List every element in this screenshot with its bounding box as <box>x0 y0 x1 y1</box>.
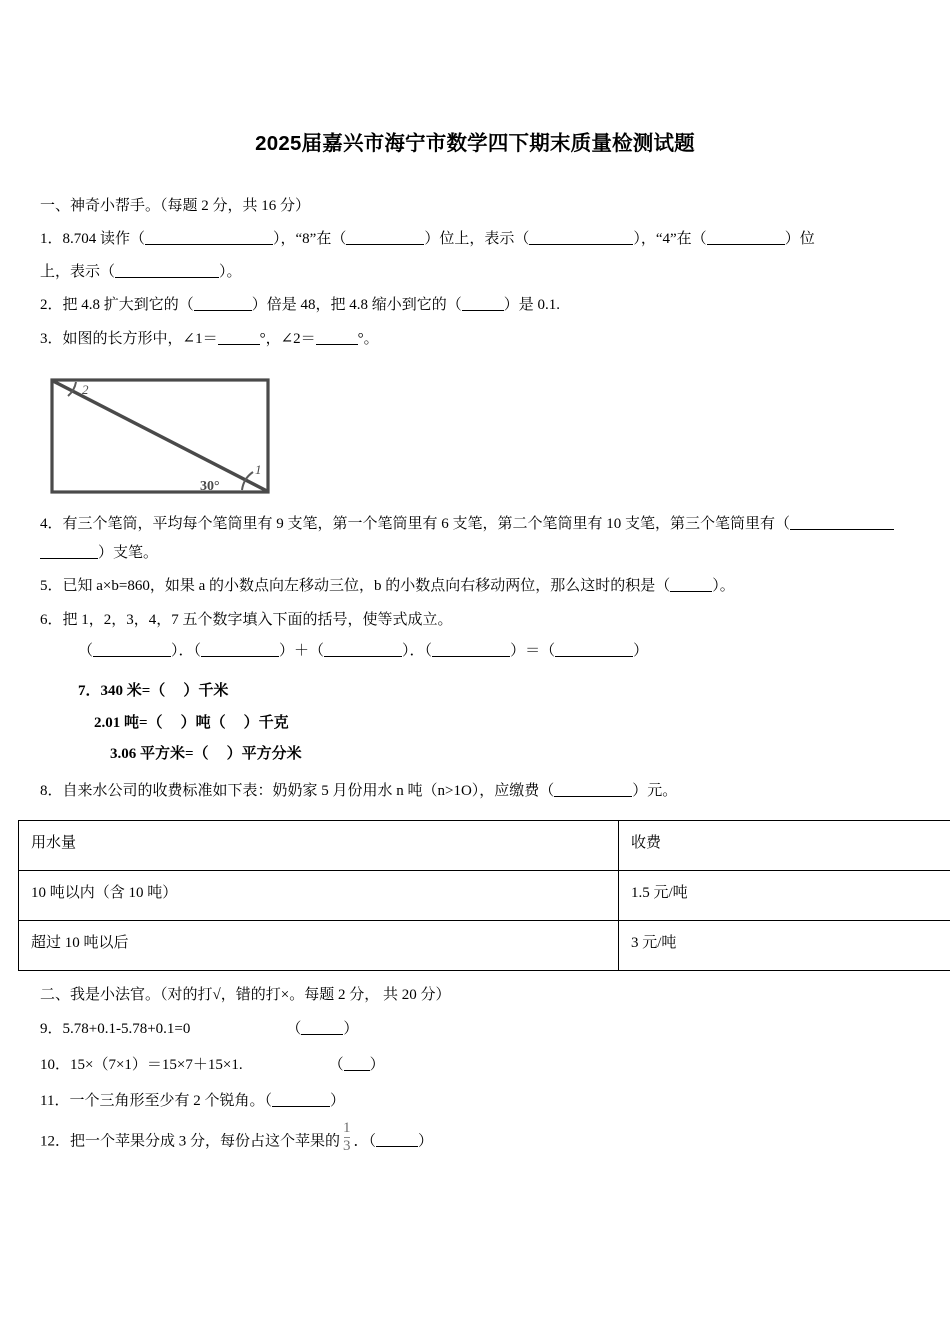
q1-blank-1[interactable] <box>145 244 273 245</box>
water-fee-table <box>18 820 950 971</box>
question-5 <box>40 572 916 601</box>
q2-part1: 2．把 4.8 扩大到它的（ <box>40 297 194 314</box>
q7-l1-a: 7．340 米=（ <box>78 683 166 699</box>
question-6 <box>40 606 916 635</box>
table-row-header <box>19 820 950 870</box>
fraction-denominator: 3 <box>343 1137 351 1154</box>
page-title: 2025届嘉兴市海宁市数学四下期末质量检测试题 <box>255 131 695 155</box>
q6-blank-1[interactable] <box>93 656 171 657</box>
q12-part3: ） <box>418 1133 434 1149</box>
q11-part2: ） <box>329 1092 345 1109</box>
table-cell-fee-1: 1.5 元/吨 <box>619 870 950 920</box>
q7-l2-b: ）吨（ <box>180 714 226 731</box>
question-7-line-2 <box>40 708 916 740</box>
q6-eq-dot2: ）．（ <box>402 642 433 659</box>
q3-part1: 3．如图的长方形中，∠1＝ <box>40 330 218 347</box>
q10-open: （ <box>328 1056 344 1073</box>
question-11 <box>40 1086 916 1116</box>
question-8 <box>40 777 916 806</box>
table-header-usage: 用水量 <box>19 820 619 870</box>
section-two-heading: 二、我是小法官。（对的打√，错的打×。每题 2 分， 共 20 分） <box>40 986 451 1003</box>
q11-blank[interactable] <box>272 1106 330 1107</box>
q1-part7: ）。 <box>219 264 242 280</box>
question-7-line-1 <box>40 676 916 708</box>
q4-part2: ）支笔。 <box>98 545 159 561</box>
q6-blank-5[interactable] <box>555 656 633 657</box>
q1-blank-2[interactable] <box>346 244 424 245</box>
q12-part1: 12．把一个苹果分成 3 分，每份占这个苹果的 <box>40 1133 341 1149</box>
q2-blank-2[interactable] <box>462 310 504 311</box>
q10-blank[interactable] <box>344 1070 370 1071</box>
q4-blank-1b[interactable] <box>40 558 98 559</box>
q12-part2: ．（ <box>353 1133 377 1149</box>
q1-part2: ），“8”在（ <box>273 230 347 247</box>
q1-part3: ）位上，表示（ <box>424 230 530 247</box>
q3-blank-2[interactable] <box>316 344 358 345</box>
q6-eq-plus: ）＋（ <box>279 642 325 659</box>
question-12 <box>40 1119 916 1157</box>
q6-eq-eq: ）＝（ <box>510 642 556 659</box>
q1-blank-4[interactable] <box>707 244 785 245</box>
angle-1-label: 1 <box>255 461 262 477</box>
table-header-fee: 收费 <box>619 820 950 870</box>
table-row <box>19 870 950 920</box>
q9-blank[interactable] <box>301 1034 343 1035</box>
question-1-cont <box>40 258 916 287</box>
q6-blank-3[interactable] <box>324 656 402 657</box>
q1-blank-3[interactable] <box>529 244 633 245</box>
q6-eq-dot: ）．（ <box>171 642 202 659</box>
fraction-one-third <box>341 1119 353 1155</box>
q2-part2: ）倍是 48，把 4.8 缩小到它的（ <box>251 297 462 314</box>
fraction-numerator: 1 <box>343 1119 351 1136</box>
q11-part1: 11．一个三角形至少有 2 个锐角。（ <box>40 1092 272 1109</box>
q5-part2: ）。 <box>712 578 735 595</box>
q10-close: ） <box>369 1056 385 1073</box>
q3-part2: °，∠2＝ <box>259 330 316 347</box>
table-cell-usage-1: 10 吨以内（含 10 吨） <box>19 870 619 920</box>
q6-blank-4[interactable] <box>432 656 510 657</box>
question-1 <box>40 225 916 254</box>
question-4 <box>40 510 916 569</box>
rectangle-diagram-svg <box>46 366 286 498</box>
q8-part1: 8．自来水公司的收费标准如下表：奶奶家 5 月份用水 n 吨（n>1O），应缴费（ <box>40 782 555 799</box>
q3-part3: °。 <box>357 330 379 347</box>
q6-text: 6．把 1，2，3，4，7 五个数字填入下面的括号，使等式成立。 <box>40 611 453 628</box>
q1-blank-5[interactable] <box>115 277 219 278</box>
question-7-line-3 <box>40 739 916 771</box>
q8-blank-1[interactable] <box>554 796 632 797</box>
q7-l3-b: ）平方分米 <box>226 746 302 762</box>
q9-close: ） <box>343 1020 359 1037</box>
q9-open: （ <box>286 1020 302 1037</box>
q1-part4: ），“4”在（ <box>633 230 707 247</box>
q2-part3: ）是 0.1. <box>503 297 561 314</box>
q12-blank[interactable] <box>376 1146 418 1147</box>
q6-eq-close: ） <box>633 642 649 659</box>
section-two <box>40 985 916 1156</box>
q3-blank-1[interactable] <box>218 344 260 345</box>
q7-l3-a: 3.06 平方米=（ <box>110 746 209 762</box>
q5-part1: 5．已知 a×b=860，如果 a 的小数点向左移动三位，b 的小数点向右移动两位，那么这时的积是（ <box>40 578 671 595</box>
q7-l2-a: 2.01 吨=（ <box>94 714 163 731</box>
question-9 <box>40 1014 916 1044</box>
q1-part1: 1．8.704 读作（ <box>40 230 146 247</box>
q8-part2: ）元。 <box>632 782 678 799</box>
table-cell-usage-2: 超过 10 吨以后 <box>19 920 619 970</box>
q4-part1: 4．有三个笔筒，平均每个笔筒里有 9 支笔，第一个笔筒里有 6 支笔，第二个笔筒里有 10 支笔，第三个笔筒里有（ <box>40 515 791 532</box>
angle-2-label: 2 <box>82 381 89 397</box>
q2-blank-1[interactable] <box>194 310 252 311</box>
exam-body <box>31 196 916 1162</box>
q6-blank-2[interactable] <box>201 656 279 657</box>
q7-l2-c: ）千克 <box>243 714 289 731</box>
question-6-equation <box>40 637 916 666</box>
section-one-heading: 一、神奇小帮手。（每题 2 分，共 16 分） <box>40 198 311 214</box>
q1-part5: ）位 <box>784 230 815 247</box>
q9-text: 9．5.78+0.1-5.78+0.1=0 <box>40 1020 191 1037</box>
q4-blank-1a[interactable] <box>790 529 894 530</box>
question-3 <box>40 325 916 354</box>
question-10 <box>40 1050 916 1080</box>
rectangle-figure <box>40 360 916 508</box>
table-cell-fee-2: 3 元/吨 <box>619 920 950 970</box>
q7-l1-b: ）千米 <box>183 683 229 699</box>
q6-eq-open: （ <box>78 642 94 659</box>
angle-30-label: 30° <box>200 478 220 494</box>
q10-text: 10．15×（7×1）＝15×7＋15×1. <box>40 1056 243 1073</box>
q1-part6: 上，表示（ <box>40 264 116 280</box>
question-2 <box>40 291 916 320</box>
q5-blank-1[interactable] <box>670 591 712 592</box>
table-row <box>19 920 950 970</box>
